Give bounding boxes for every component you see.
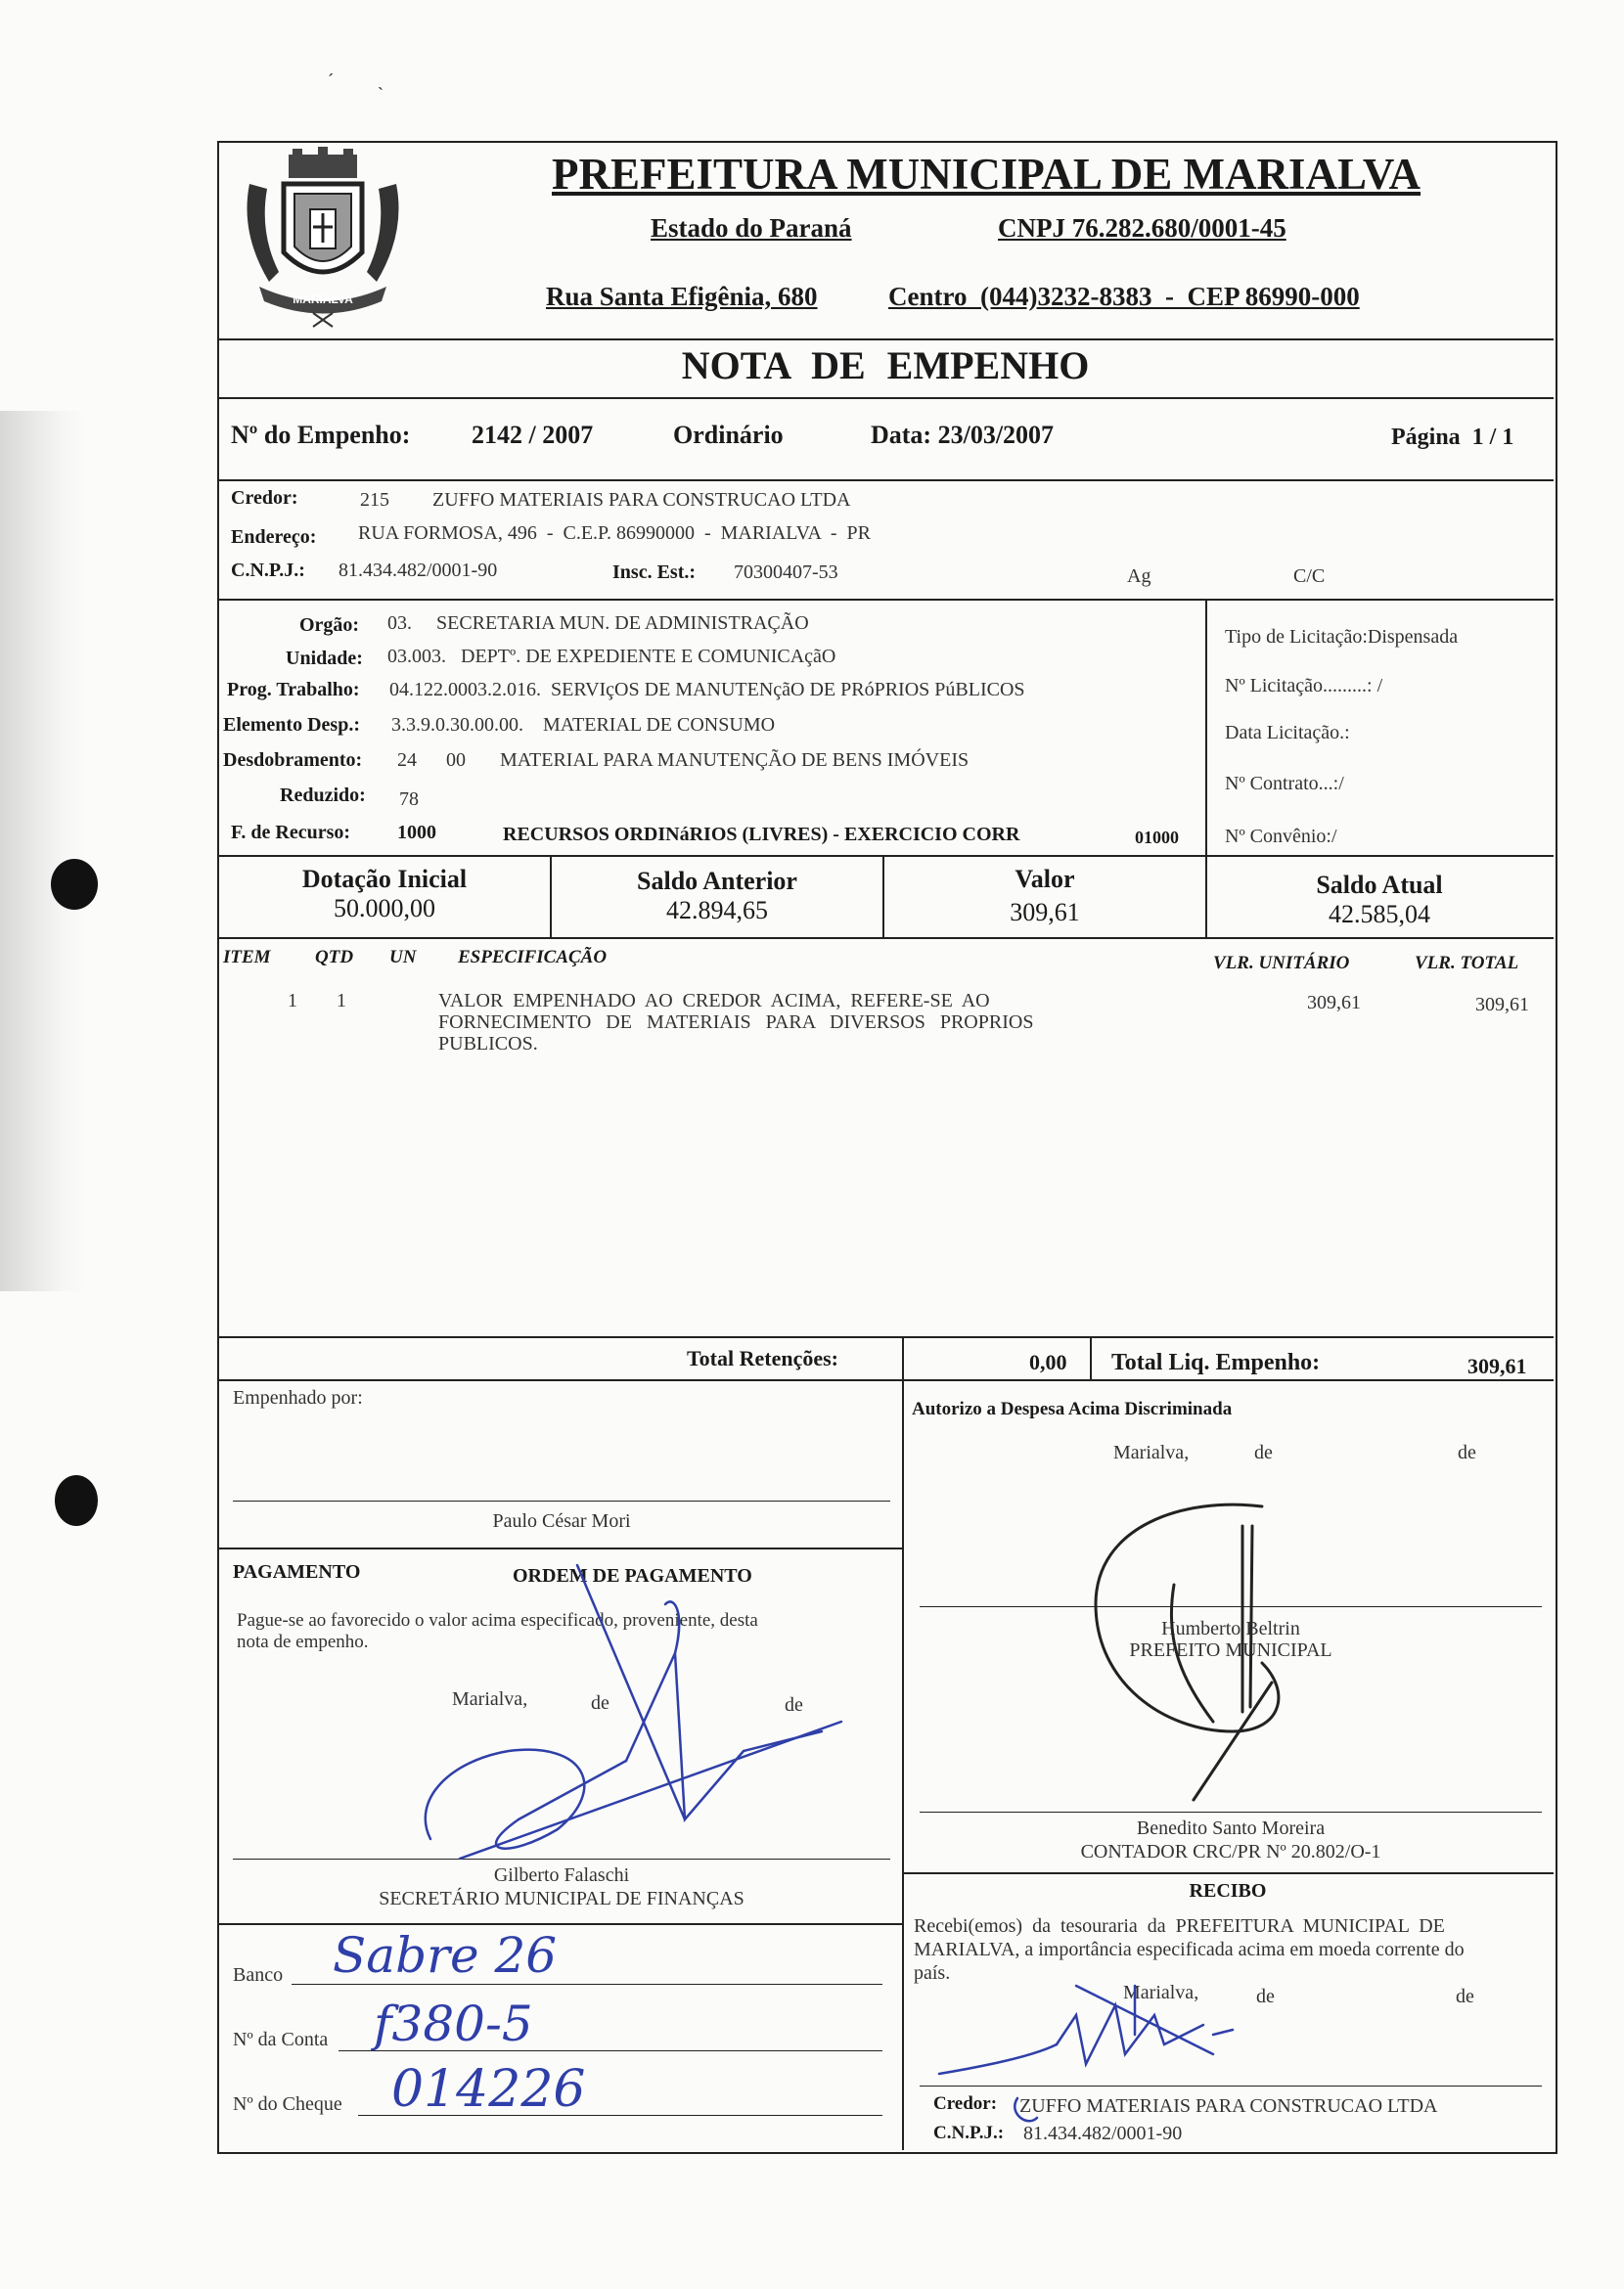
orgao-label: Orgão: [299,614,360,636]
insc-value: 70300407-53 [734,561,838,583]
recurso-code: 1000 [397,822,436,843]
secretario-signature [426,1565,841,1859]
secretario-name: Gilberto Falaschi [493,1864,630,1886]
item-spec-line: FORNECIMENTO DE MATERIAIS PARA DIVERSOS PROPRIOS [438,1011,1034,1033]
retencoes-label: Total Retenções: [687,1346,838,1370]
page-number: Página 1 / 1 [1391,425,1514,450]
cheque-handwritten: 014226 [391,2060,586,2119]
col-item-header: ITEM [223,947,271,967]
empenhado-name: Paulo César Mori [492,1510,631,1532]
ordem-pagamento-label: ORDEM DE PAGAMENTO [513,1565,752,1587]
col-un-header: UN [389,947,417,967]
secretario-title: SECRETÁRIO MUNICIPAL DE FINANÇAS [379,1888,744,1909]
item-total-value: 309,61 [1475,994,1529,1015]
recibo-cnpj: 81.434.482/0001-90 [1023,2123,1183,2144]
contador-title: CONTADOR CRC/PR Nº 20.802/O-1 [1080,1841,1381,1863]
orgao-value: 03. SECRETARIA MUN. DE ADMINISTRAÇÃO [387,612,809,634]
empenho-date: Data: 23/03/2007 [871,421,1055,449]
saldo-atual-value: 42.585,04 [1329,900,1430,928]
num-contrato: Nº Contrato...:/ [1225,773,1344,794]
saldo-anterior-value: 42.894,65 [666,896,768,924]
recibo-credor: ZUFFO MATERIAIS PARA CONSTRUCAO LTDA [1019,2095,1438,2117]
prog-value: 04.122.0003.2.016. SERVIçOS DE MANUTENçãO DE PRóPRIOS PúBLICOS [389,679,1025,700]
credor-cnpj: 81.434.482/0001-90 [338,560,498,581]
empenho-number-label: Nº do Empenho: [231,421,411,449]
scan-speck: ˊ ˎ [328,70,383,90]
endereco-label: Endereço: [231,526,317,548]
empenho-number: 2142 / 2007 [472,421,594,449]
prefeito-name: Humberto Beltrin [1161,1618,1300,1639]
pagamento-text: nota de empenho. [237,1632,369,1652]
col-qtd-header: QTD [315,947,354,967]
cc-label: C/C [1293,565,1326,587]
elemento-value: 3.3.9.0.30.00.00. MATERIAL DE CONSUMO [391,714,776,736]
item-number: 1 [288,990,297,1011]
header-state: Estado do Paraná [651,213,852,243]
col-spec-header: ESPECIFICAÇÃO [458,947,608,967]
prog-label: Prog. Trabalho: [227,679,360,700]
credor-code: 215 [360,489,389,511]
recibo-text: país. [914,1962,951,1984]
pagamento-label: PAGAMENTO [233,1561,361,1583]
num-convenio: Nº Convênio:/ [1225,826,1337,847]
header-cnpj: CNPJ 76.282.680/0001-45 [998,213,1286,243]
autorizo-de: de [1254,1442,1273,1463]
ag-label: Ag [1127,565,1151,587]
recibo-cnpj-label: C.N.P.J.: [933,2123,1005,2143]
desdob-value: 24 00 MATERIAL PARA MANUTENÇÃO DE BENS IMÓVEIS [397,749,970,771]
header-contact: Centro (044)3232-8383 - CEP 86990-000 [888,282,1360,311]
saldo-anterior-label: Saldo Anterior [637,867,797,895]
recurso-num: 01000 [1135,828,1179,847]
data-licitacao: Data Licitação.: [1225,722,1350,743]
item-spec-line: VALOR EMPENHADO AO CREDOR ACIMA, REFERE-SE AO [438,990,990,1011]
num-licitacao: Nº Licitação.........: / [1225,675,1383,696]
recibo-de: de [1456,1986,1474,2007]
doc-title: NOTA DE EMPENHO [681,343,1090,387]
desdob-label: Desdobramento: [223,749,363,771]
item-qtd: 1 [337,990,346,1011]
conta-label: Nº da Conta [233,2029,329,2050]
banco-handwritten: Sabre 26 [333,1927,558,1984]
svg-text:MARIALVA: MARIALVA [293,292,353,306]
elemento-label: Elemento Desp.: [223,714,360,736]
item-spec-line: PUBLICOS. [438,1033,538,1055]
header-title: PREFEITURA MUNICIPAL DE MARIALVA [552,150,1421,199]
liq-empenho-value: 309,61 [1467,1354,1527,1378]
autorizo-label: Autorizo a Despesa Acima Discriminada [912,1399,1233,1419]
item-unit-value: 309,61 [1307,992,1361,1013]
recibo-credor-label: Credor: [933,2093,998,2114]
credor-label: Credor: [231,487,298,509]
pagamento-de: de [785,1694,803,1716]
recibo-label: RECIBO [1189,1880,1267,1902]
unidade-value: 03.003. DEPTº. DE EXPEDIENTE E COMUNICAçãO [387,646,836,667]
pagamento-text: Pague-se ao favorecido o valor acima especificado, proveniente, desta [237,1610,758,1631]
col-total-header: VLR. TOTAL [1415,953,1519,973]
recibo-de: de [1256,1986,1275,2007]
credor-cnpj-label: C.N.P.J.: [231,560,305,581]
contador-name: Benedito Santo Moreira [1136,1818,1326,1839]
endereco-value: RUA FORMOSA, 496 - C.E.P. 86990000 - MARIALVA - PR [358,522,871,544]
retencoes-value: 0,00 [1029,1350,1067,1374]
recurso-label: F. de Recurso: [231,822,351,843]
insc-label: Insc. Est.: [612,561,697,583]
reduzido-label: Reduzido: [280,785,366,806]
empenho-type: Ordinário [673,421,784,449]
pagamento-de: de [591,1692,609,1714]
valor-value: 309,61 [1010,898,1080,926]
valor-label: Valor [1015,865,1075,893]
autorizo-de: de [1458,1442,1476,1463]
unidade-label: Unidade: [286,648,363,669]
saldo-atual-label: Saldo Atual [1316,871,1443,899]
dotacao-inicial-label: Dotação Inicial [301,865,468,893]
autorizo-city: Marialva, [1113,1442,1190,1463]
credor-name: ZUFFO MATERIAIS PARA CONSTRUCAO LTDA [432,489,851,511]
col-unit-header: VLR. UNITÁRIO [1213,953,1350,973]
banco-label: Banco [233,1964,284,1986]
conta-handwritten: f380-5 [374,1996,533,2052]
recibo-text: Recebi(emos) da tesouraria da PREFEITURA MUNICIPAL DE [914,1915,1445,1937]
prefeito-title: PREFEITO MUNICIPAL [1129,1639,1332,1661]
prefeito-signature [1096,1504,1279,1800]
dotacao-inicial-value: 50.000,00 [334,894,435,922]
recibo-signature [939,1986,1233,2121]
reduzido-value: 78 [399,788,419,810]
recurso-desc: RECURSOS ORDINáRIOS (LIVRES) - EXERCICIO CORR [503,824,1020,845]
liq-empenho-label: Total Liq. Empenho: [1111,1350,1321,1375]
pagamento-city: Marialva, [452,1688,528,1710]
cheque-label: Nº do Cheque [233,2093,342,2115]
tipo-licitacao: Tipo de Licitação:Dispensada [1225,626,1459,648]
recibo-text: MARIALVA, a importância especificada acima em moeda corrente do [914,1939,1465,1960]
empenhado-label: Empenhado por: [233,1387,363,1409]
header-address: Rua Santa Efigênia, 680 [546,282,818,311]
recibo-city: Marialva, [1123,1982,1199,2003]
